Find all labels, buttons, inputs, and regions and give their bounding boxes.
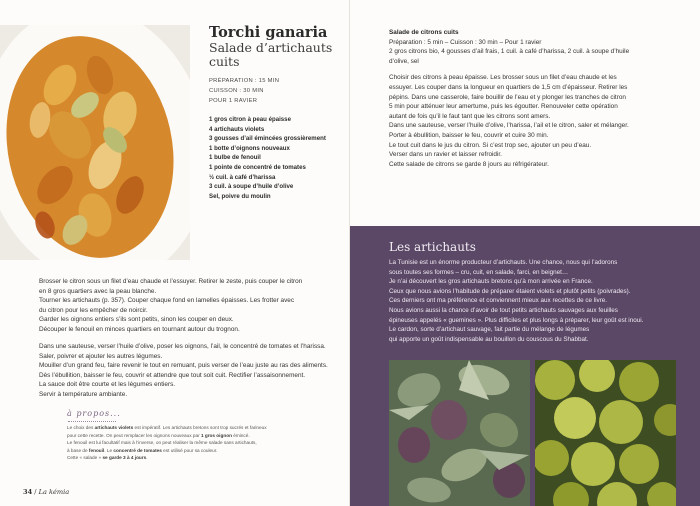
green-artichokes-photo	[535, 360, 676, 506]
lemon-salad-line: Choisir des citrons à peau épaisse. Les brosser sous un filet d’eau chaude et les	[389, 74, 617, 82]
steps-paragraph-1	[39, 277, 331, 334]
apropos-line: pour cette recette. On peut remplacer les oignons nouveaux par 1 gros oignon émincé.	[67, 432, 250, 438]
ingredient-item: 1 bulbe de fenouil	[209, 154, 261, 162]
lemon-salad-line: Le tout cuit dans le jus du citron. Si c’est trop sec, ajouter un peu d’eau.	[389, 141, 592, 149]
step-line: Brosser le citron sous un filet d’eau chaude et l’essuyer. Retirer le zeste, puis couper le citron	[39, 278, 303, 285]
servings: POUR 1 RAVIER	[209, 98, 258, 104]
step-line: Servir à température ambiante.	[39, 391, 128, 399]
lemon-salad-recipe	[389, 28, 635, 169]
ingredient-item: 1 pointe de concentré de tomates	[209, 163, 306, 171]
artichokes-line: La Tunisie est un énorme producteur d’artichauts. Une chance, nous qui l’adorons	[389, 259, 618, 266]
recipe-subtitle-line2: cuits	[209, 54, 240, 69]
artichoke-salad-photo	[0, 25, 190, 260]
lemon-salad-line: Verser dans un ravier et laisser refroidir.	[389, 151, 502, 159]
step-line: Découper le fenouil en minces quartiers en tournant autour du trognon.	[39, 325, 240, 333]
ingredient-item: 3 cuil. à soupe d’huile d’olive	[209, 183, 294, 191]
ingredient-item: 1 gros citron à peau épaisse	[209, 116, 291, 123]
ingredient-item: 4 artichauts violets	[209, 125, 265, 133]
recipe-title: Torchi ganaria	[209, 24, 328, 41]
artichokes-line: Ceux que nous avions l’habitude de préparer étaient violets et plutôt petits (poivrades).	[389, 287, 631, 295]
lemon-salad-title: Salade de citrons cuits	[389, 29, 459, 36]
lemon-salad-line: Dans une sauteuse, verser l’huile d’olive, l’harissa, l’ail et le citron, saler et mélanger.	[389, 122, 629, 130]
lemon-salad-line: d’olive, sel	[389, 57, 419, 65]
apropos-divider	[68, 421, 116, 422]
step-line: du citron pour les empêcher de noircir.	[39, 306, 148, 314]
page-number: 34	[23, 488, 33, 496]
apropos-title: à propos...	[67, 409, 121, 418]
ingredient-item: 3 gousses d’ail émincées grossièrement	[209, 135, 326, 143]
artichokes-line: Le cardon, sorte d’artichaut sauvage, fait partie du mélange de légumes	[389, 326, 590, 334]
apropos-line: à base de fenouil. Le concentré de tomates est utilisé pour sa couleur.	[67, 447, 218, 453]
violet-artichokes-photo	[389, 360, 530, 506]
recipe-meta	[209, 76, 344, 106]
artichokes-line: qui apporte un goût indispensable au bouillon du couscous du Shabbat.	[389, 335, 589, 343]
artichokes-line: Nous avions aussi la chance d’avoir de tout petits artichauts sauvages aux feuilles	[389, 306, 618, 314]
ingredient-item: Sel, poivre du moulin	[209, 192, 271, 200]
ingredient-list	[209, 115, 344, 201]
recipe-title-block	[209, 24, 344, 69]
recipe-subtitle-line1: Salade d’artichauts	[209, 40, 333, 55]
lemon-salad-line: 5 min pour atténuer leur amertume, puis les égoutter. Renouveler cette opération	[389, 103, 618, 111]
step-line: Tourner les artichauts (p. 357). Couper chaque fond en lamelles épaisses. Les frotter avec	[39, 297, 295, 305]
section-name: La kémia	[38, 488, 70, 496]
step-line: Dans une sauteuse, verser l’huile d’olive, poser les oignons, l’ail, le concentré de tomates et l’harissa.	[39, 343, 326, 351]
apropos-line: Cette « salade » se garde 3 à 4 jours.	[67, 455, 148, 461]
cook-time: CUISSON : 30 MIN	[209, 88, 264, 94]
artichokes-line: épineuses appelés « guemines ». Plus difficiles et plus longs à préparer, leur goût est inoui.	[389, 316, 644, 324]
apropos-line: Le choix des artichauts violets est impératif. Les artichauts bretons sont trop sucrés et farineux	[67, 425, 267, 430]
lemon-salad-line: autant de fois qu’il le faut tant que les citrons sont amers.	[389, 112, 551, 120]
apropos-note	[67, 424, 317, 462]
step-line: La sauce doit être courte et les légumes entiers.	[39, 381, 176, 389]
lemon-salad-line: Porter à ébullition, baisser le feu, couvrir et cuire 30 min.	[389, 131, 549, 139]
step-line: Mouiller d’un grand feu, faire revenir le tout en remuant, puis verser de l’eau juste au ras des aliments.	[39, 362, 328, 370]
artichokes-line: Je n’ai découvert les gros artichauts bretons qu’à mon arrivée en France.	[389, 278, 593, 286]
artichokes-text	[389, 258, 679, 344]
step-line: Saler, poivrer et ajouter les autres légumes.	[39, 352, 163, 360]
step-line: en 8 gros quartiers avec la peau blanche.	[39, 287, 157, 295]
artichokes-line: sous toutes ses formes – cru, cuit, en salade, farci, en beignet…	[389, 268, 569, 276]
recipe-steps	[39, 277, 331, 408]
prep-time: PRÉPARATION : 15 MIN	[209, 78, 280, 84]
lemon-salad-line: Cette salade de citrons se garde 8 jours au réfrigérateur.	[389, 160, 549, 168]
lemon-salad-line: pépins. Dans une casserole, faire bouillir de l’eau et y plonger les tranches de citron	[389, 93, 626, 101]
page-folio: 34 / La kémia	[23, 488, 70, 496]
lemon-salad-line: essuyer. Les couper dans la longueur en quartiers de 1,5 cm d’épaisseur. Retirer les	[389, 83, 628, 91]
steps-paragraph-2	[39, 342, 331, 399]
step-line: Dès l’ébullition, baisser le feu, couvrir et attendre que tout soit cuit. Rectifier l’assaisonnement.	[39, 371, 306, 379]
step-line: Garder les oignons entiers s’ils sont petits, sinon les couper en deux.	[39, 316, 234, 324]
ingredient-item: 1 botte d’oignons nouveaux	[209, 144, 290, 152]
artichokes-line: Ces derniers ont ma préférence et conviennent mieux aux recettes de ce livre.	[389, 297, 608, 305]
artichokes-title: Les artichauts	[389, 240, 476, 254]
lemon-salad-line: 2 gros citrons bio, 4 gousses d’ail frais, 1 cuil. à café d’harissa, 2 cuil. à soupe d’huile	[389, 48, 630, 56]
apropos-line: Le fenouil est lui facultatif mais à l’inverse, on peut réaliser la même salade sans artichauts,	[67, 440, 257, 446]
ingredient-item: ½ cuil. à café d’harissa	[209, 173, 276, 181]
lemon-salad-line: Préparation : 5 min – Cuisson : 30 min – Pour 1 ravier	[389, 38, 542, 46]
